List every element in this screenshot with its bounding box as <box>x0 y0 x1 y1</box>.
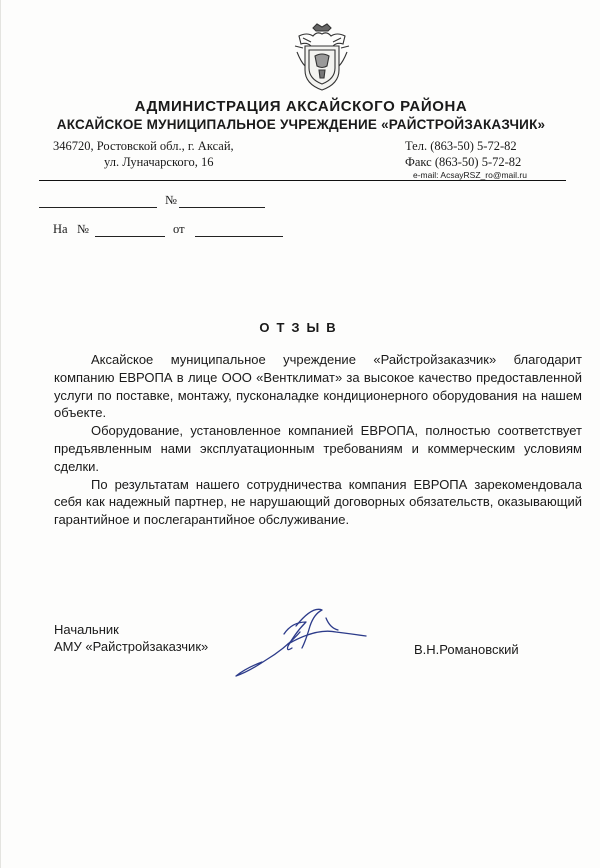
header-divider <box>39 180 566 181</box>
on-label: На <box>53 222 68 236</box>
from-label: от <box>173 222 185 236</box>
letter-paragraph-2: Оборудование, установленное компанией ЕВРОПА, полностью соответствует предъявленным нами эксплуатационным требованиям и коммерческим условиям сделки. <box>54 423 582 474</box>
outgoing-number-blank <box>179 207 265 208</box>
coat-of-arms-icon <box>293 22 351 94</box>
signatory-position-2: АМУ «Райстройзаказчик» <box>54 639 209 654</box>
on-number-sign: № <box>77 222 89 236</box>
address-line-1: 346720, Ростовской обл., г. Аксай, <box>53 139 234 153</box>
handwritten-signature <box>226 592 376 682</box>
letter-paragraph-1: Аксайское муниципальное учреждение «Райстройзаказчик» благодарит компанию ЕВРОПА в лице ООО «Вентклимат» за высокое качество предоставленной услуги по поставке, монтажу, пусконаладке кондиционерного оборудования на нашем объекте. <box>54 352 582 421</box>
outgoing-date-blank <box>39 207 157 208</box>
phone-number: Тел. (863-50) 5-72-82 <box>405 139 517 153</box>
email-address: e-mail: AcsayRSZ_ro@mail.ru <box>413 170 527 180</box>
fax-number: Факс (863-50) 5-72-82 <box>405 155 522 169</box>
organization-title: АДМИНИСТРАЦИЯ АКСАЙСКОГО РАЙОНА <box>134 98 468 115</box>
letter-body <box>54 351 582 529</box>
address-line-2: ул. Луначарского, 16 <box>104 155 214 169</box>
signatory-position-1: Начальник <box>54 622 119 637</box>
organization-subtitle: АКСАЙСКОЕ МУНИЦИПАЛЬНОЕ УЧРЕЖДЕНИЕ «РАЙСТРОЙЗАКАЗЧИК» <box>56 117 546 132</box>
signatory-name: В.Н.Романовский <box>414 642 519 657</box>
incoming-date-blank <box>195 236 283 237</box>
incoming-number-blank <box>95 236 165 237</box>
outgoing-number-sign: № <box>165 193 177 207</box>
letter-heading: ОТЗЫВ <box>259 320 343 335</box>
letter-paragraph-3: По результатам нашего сотрудничества компания ЕВРОПА зарекомендовала себя как надежный партнер, не нарушающий договорных обязательств, оказывающий гарантийное и послегарантийное обслуживание. <box>54 476 582 528</box>
